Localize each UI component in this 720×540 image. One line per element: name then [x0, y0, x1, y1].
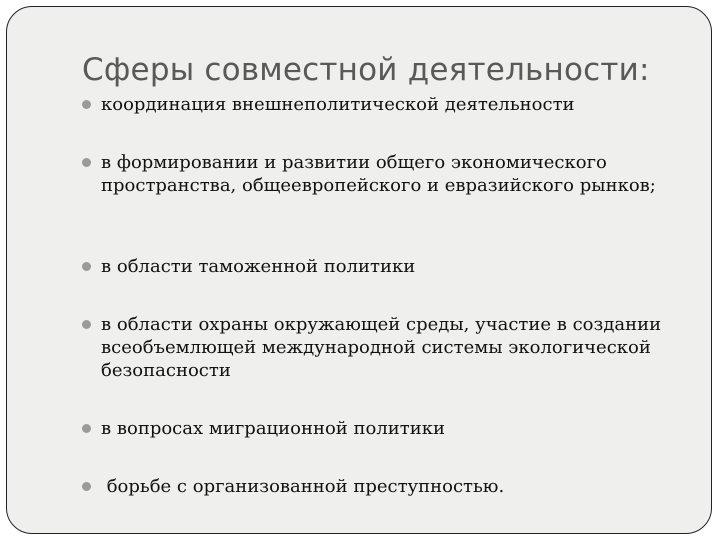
bullet-dot-icon	[82, 262, 91, 271]
bullet-dot-icon	[82, 482, 91, 491]
bullet-dot-icon	[82, 158, 91, 167]
list-item-economic-space: в формировании и развитии общего экономического пространства, общеевропейского и евразийского рынков;	[101, 152, 656, 196]
bullet-dot-icon	[82, 100, 91, 109]
list-item-foreign-policy: координация внешнеполитической деятельности	[101, 94, 575, 115]
list-item-organized-crime: борьбе с организованной преступностью.	[101, 476, 505, 497]
slide-title: Сферы совместной деятельности:	[82, 52, 650, 88]
bullet-dot-icon	[82, 320, 91, 329]
list-item-migration-policy: в вопросах миграционной политики	[101, 418, 445, 439]
bullet-dot-icon	[82, 424, 91, 433]
list-item-customs-policy: в области таможенной политики	[101, 256, 416, 277]
list-item-environment: в области охраны окружающей среды, участие в создании всеобъемлющей международной системы экологической безопасности	[101, 314, 662, 381]
